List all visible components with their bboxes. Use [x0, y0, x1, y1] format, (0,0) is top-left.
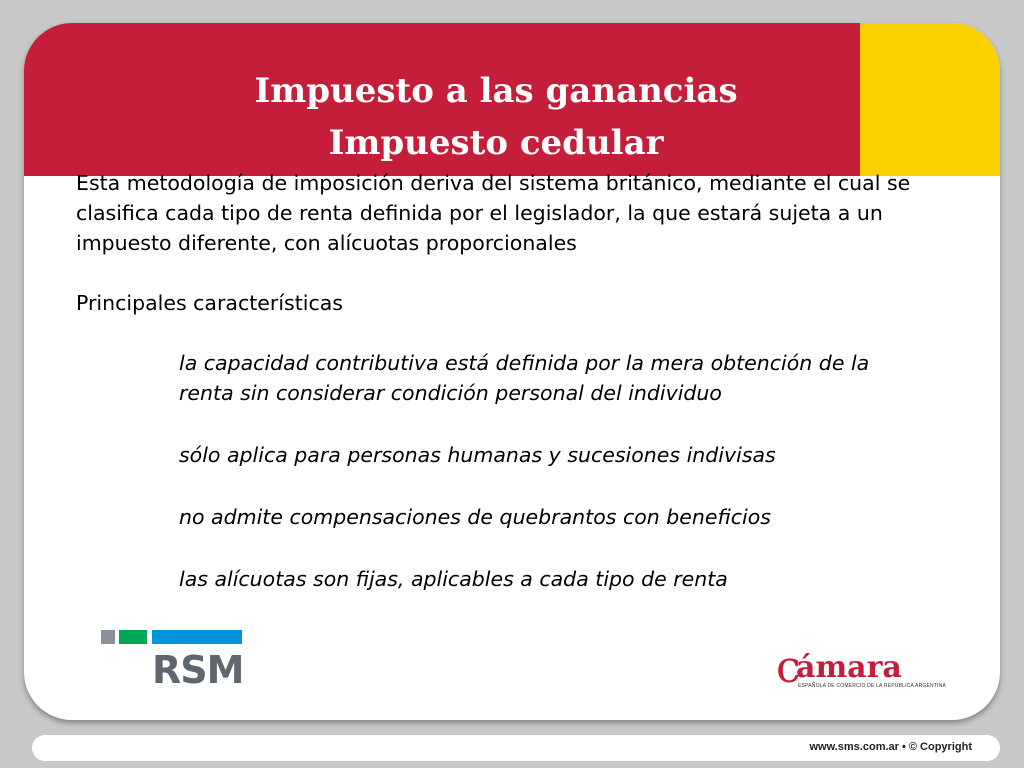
list-item: no admite compensaciones de quebrantos con beneficios [179, 505, 771, 529]
camara-logo [776, 642, 951, 695]
camara-logo-initial: c [776, 642, 801, 693]
footer-bar [32, 735, 1000, 761]
camara-logo-word: ámara [796, 650, 902, 685]
list-item: la capacidad contributiva está definida por la mera obtención de la renta sin considerar condición personal del individuo [179, 351, 870, 405]
camara-logo-subtitle: ESPAÑOLA DE COMERCIO DE LA REPÚBLICA ARGENTINA [798, 683, 947, 689]
characteristics-list [76, 348, 916, 594]
list-item: sólo aplica para personas humanas y sucesiones indivisas [179, 443, 776, 467]
intro-paragraph: Esta metodología de imposición deriva del sistema británico, mediante el cual se clasifica cada tipo de renta definida por el legislador, la que estará sujeta a un impuesto diferente, con alícuotas proporcionales [76, 171, 911, 255]
rsm-green-bar [119, 630, 147, 644]
list-item: las alícuotas son fijas, aplicables a cada tipo de renta [179, 567, 728, 591]
title-line-2: Impuesto cedular [328, 123, 664, 163]
slide-title [24, 65, 968, 169]
section-subtitle: Principales características [76, 291, 343, 315]
rsm-logo-text: RSM [152, 648, 244, 692]
rsm-blue-bar [152, 630, 242, 644]
footer-copyright: www.sms.com.ar • © Copyright [809, 741, 972, 753]
rsm-logo [101, 628, 245, 692]
title-line-1: Impuesto a las ganancias [254, 71, 738, 111]
rsm-gray-bar [101, 630, 115, 644]
slide-body [76, 168, 916, 626]
